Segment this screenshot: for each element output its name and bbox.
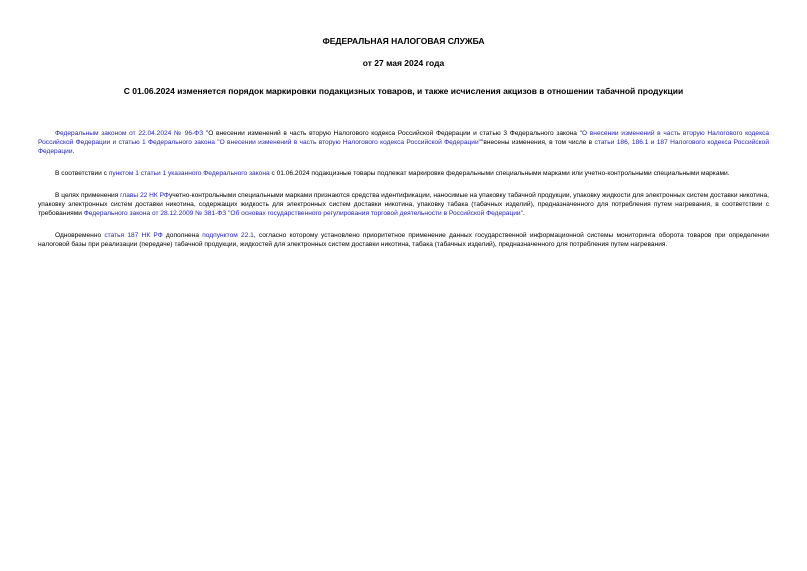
link-federal-law-381[interactable]: Федерального закона от 28.12.2009 № 381-ФЗ "Об основах государственного регулирования торговой деятельности в Российской Федерации" [83, 210, 523, 217]
paragraph-text: В соответствии с [55, 170, 109, 177]
paragraph-text: "внесены изменения, в том числе в [480, 139, 595, 146]
paragraph-text: , согласно которому установлено приоритетное применение данных государственной информационной системы мониторинга оборота товаров при определении налоговой базы при реализации (передаче) табачной продукции, жидкостей для электронных систем доставки никотина, табака (табачных изделий), предназначенного для потребления путем нагревания. [38, 232, 769, 248]
paragraph-text: дополнена [162, 232, 203, 239]
link-chapter-22[interactable]: главы 22 НК РФ [120, 192, 169, 199]
paragraph-text: . [72, 148, 75, 155]
link-federal-law-title[interactable]: О внесении изменений в часть вторую Налогового кодекса Российской Федерации и статью 1 Федерального закона "О внесении изменений в часть вторую Налогового кодекса Российской Федерации" [38, 130, 769, 146]
paragraph-text: "О внесении изменений в часть вторую Налогового кодекса Российской Федерации и статью 3 Федерального закона " [203, 130, 582, 137]
paragraph-text: с 01.06.2024 подакцизные товары подлежат маркировке федеральными специальными марками или учетно-контрольными специальными марками. [269, 170, 730, 177]
link-subpoint-22-1[interactable]: подпунктом 22.1 [202, 232, 254, 239]
agency-heading: ФЕДЕРАЛЬНАЯ НАЛОГОВАЯ СЛУЖБА [322, 36, 485, 46]
document-date: от 27 мая 2024 года [362, 58, 445, 68]
link-tax-code-articles[interactable]: статьи 186, 186.1 и 187 Налогового кодекса Российской Федерации [38, 139, 769, 155]
paragraph-4 [38, 231, 769, 249]
paragraph-1 [38, 129, 769, 156]
paragraph-3 [38, 191, 769, 218]
paragraph-text: учетно-контрольными специальными марками признаются средства идентификации, наносимые на упаковку табачной продукции, упаковку жидкости для электронных систем доставки никотина, упаковку электронных систем доставки никотина, содержащих жидкость для электронных систем доставки никотина, упаковку табака (табачных изделий), предназначенного для потребления путем нагревания, в соответствии с требованиями [38, 192, 769, 217]
document-title: С 01.06.2024 изменяется порядок маркировки подакцизных товаров, и также исчисления акцизов в отношении табачной продукции [123, 86, 684, 96]
paragraph-text: В целях применения [55, 192, 121, 199]
link-federal-law-96[interactable]: Федеральным законом от 22.04.2024 № 96-ФЗ [55, 130, 204, 137]
paragraph-2 [38, 169, 769, 178]
link-article-187[interactable]: статья 187 НК РФ [104, 232, 163, 239]
paragraph-text: . [522, 210, 525, 217]
link-article-1-point-1[interactable]: пунктом 1 статьи 1 указанного Федерального закона [108, 170, 270, 177]
document-body [38, 129, 769, 249]
paragraph-text: Одновременно [55, 232, 105, 239]
